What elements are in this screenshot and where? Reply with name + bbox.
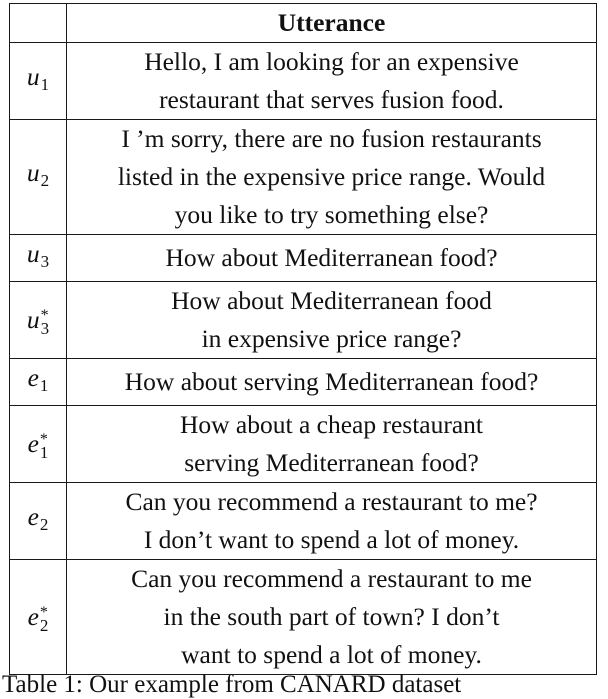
- utterance-line: in expensive price range?: [201, 324, 462, 353]
- utterance-text: [67, 235, 597, 282]
- utterance-line: in the south part of town? I don’t: [163, 602, 500, 631]
- utterance-table: [9, 3, 597, 675]
- utterance-text: [67, 43, 597, 120]
- utterance-line: I ’m sorry, there are no fusion restaurants: [121, 124, 542, 153]
- utterance-line: How about a cheap restaurant: [179, 410, 484, 439]
- table-body: [10, 43, 597, 675]
- id-symbol: e: [27, 502, 39, 531]
- table-caption: Table 1: Our example from CANARD dataset: [2, 671, 462, 698]
- utterance-id: [10, 406, 67, 483]
- utterance-line: serving Mediterranean food?: [184, 448, 479, 477]
- utterance-line: Can you recommend a restaurant to me?: [125, 487, 538, 516]
- utterance-text: [67, 406, 597, 483]
- id-sup-sub: [39, 431, 49, 463]
- header-id-cell: [10, 4, 67, 43]
- table-header-row: [10, 4, 597, 43]
- utterance-id: [10, 120, 67, 235]
- utterance-text: [67, 359, 597, 406]
- id-symbol: e: [27, 602, 39, 631]
- id-symbol: e: [27, 363, 39, 392]
- utterance-line: How about Mediterranean food: [171, 286, 492, 315]
- id-sup-sub: [39, 604, 49, 636]
- utterance-id: [10, 359, 67, 406]
- table-row: [10, 359, 597, 406]
- table-row: [10, 43, 597, 120]
- utterance-line: want to spend a lot of money.: [181, 640, 482, 669]
- id-subscript: 3: [40, 319, 50, 339]
- utterance-line: listed in the expensive price range. Would: [117, 162, 546, 191]
- table-row: [10, 282, 597, 359]
- table-row: [10, 483, 597, 560]
- utterance-line: How about serving Mediterranean food?: [124, 367, 539, 396]
- table-row: [10, 235, 597, 282]
- header-utterance: Utterance: [67, 4, 597, 43]
- id-star: *: [39, 431, 48, 449]
- utterance-line: How about Mediterranean food?: [165, 243, 498, 272]
- utterance-id: [10, 235, 67, 282]
- id-subscript: 2: [39, 616, 49, 636]
- id-star: *: [39, 604, 48, 622]
- id-subscript: 1: [39, 376, 49, 395]
- utterance-line: restaurant that serves fusion food.: [159, 85, 504, 114]
- id-subscript: 2: [40, 171, 50, 190]
- utterance-id: [10, 43, 67, 120]
- utterance-text: [67, 483, 597, 560]
- id-subscript: 1: [40, 75, 50, 94]
- utterance-id: [10, 282, 67, 359]
- utterance-line: Can you recommend a restaurant to me: [131, 564, 532, 593]
- utterance-text: [67, 560, 597, 675]
- table-row: [10, 120, 597, 235]
- id-sup-sub: [40, 307, 50, 339]
- utterance-line: Hello, I am looking for an expensive: [144, 47, 519, 76]
- utterance-text: [67, 282, 597, 359]
- table-row: [10, 406, 597, 483]
- id-symbol: e: [27, 429, 39, 458]
- id-symbol: u: [26, 305, 40, 334]
- id-subscript: 3: [40, 252, 50, 271]
- id-symbol: u: [26, 158, 40, 187]
- utterance-line: you like to try something else?: [174, 200, 489, 229]
- utterance-id: [10, 483, 67, 560]
- utterance-text: [67, 120, 597, 235]
- id-symbol: u: [26, 62, 40, 91]
- id-symbol: u: [26, 239, 40, 268]
- id-star: *: [40, 307, 49, 325]
- table-row: [10, 560, 597, 675]
- id-subscript: 2: [39, 515, 49, 534]
- utterance-id: [10, 560, 67, 675]
- utterance-line: I don’t want to spend a lot of money.: [143, 525, 520, 554]
- id-subscript: 1: [39, 443, 49, 463]
